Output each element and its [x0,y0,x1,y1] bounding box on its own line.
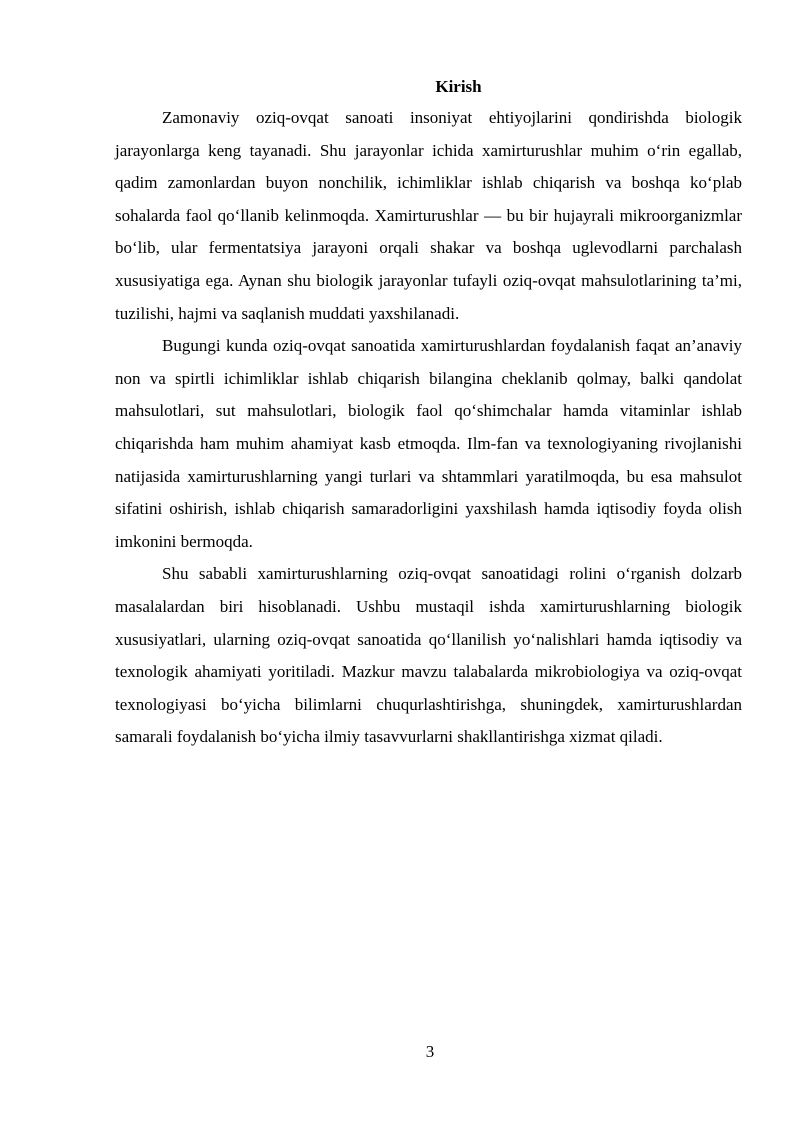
document-page [115,74,742,754]
paragraph-1: Zamonaviy oziq-ovqat sanoati insoniyat ehtiyojlarini qondirishda biologik jarayonlarga keng tayanadi. Shu jarayonlar ichida xamirturushlar muhim o‘rin egallab, qadim zamonlardan buyon nonchilik, ichimliklar ishlab chiqarish va boshqa ko‘plab sohalarda faol qo‘llanib kelinmoqda. Xamirturushlar — bu bir hujayrali mikroorganizmlar bo‘lib, ular fermentatsiya jarayoni orqali shakar va boshqa uglevodlarni parchalash xususiyatiga ega. Aynan shu biologik jarayonlar tufayli oziq-ovqat mahsulotlarining ta’mi, tuzilishi, hajmi va saqlanish muddati yaxshilanadi. [115,108,742,323]
section-heading: Kirish [435,77,482,96]
paragraph-2: Bugungi kunda oziq-ovqat sanoatida xamirturushlardan foydalanish faqat an’anaviy non va spirtli ichimliklar ishlab chiqarish bilangina cheklanib qolmay, balki qandolat mahsulotlari, sut mahsulotlari, biologik faol qo‘shimchalar hamda vitaminlar ishlab chiqarishda ham muhim ahamiyat kasb etmoqda. Ilm-fan va texnologiyaning rivojlanishi natijasida xamirturushlarning yangi turlari va shtammlari yaratilmoqda, bu esa mahsulot sifatini oshirish, ishlab chiqarish samaradorligini yaxshilash hamda iqtisodiy foyda olish imkonini bermoqda. [115,336,742,551]
page-number: 3 [425,1042,435,1061]
paragraph-3: Shu sababli xamirturushlarning oziq-ovqat sanoatidagi rolini o‘rganish dolzarb masalalardan biri hisoblanadi. Ushbu mustaqil ishda xamirturushlarning biologik xususiyatlari, ularning oziq-ovqat sanoatida qo‘llanilish yo‘nalishlari hamda iqtisodiy va texnologik ahamiyati yoritiladi. Mazkur mavzu talabalarda mikrobiologiya va oziq-ovqat texnologiyasi bo‘yicha bilimlarni chuqurlashtirishga, shuningdek, xamirturushlardan samarali foydalanish bo‘yicha ilmiy tasavvurlarni shakllantirishga xizmat qiladi. [115,564,742,747]
